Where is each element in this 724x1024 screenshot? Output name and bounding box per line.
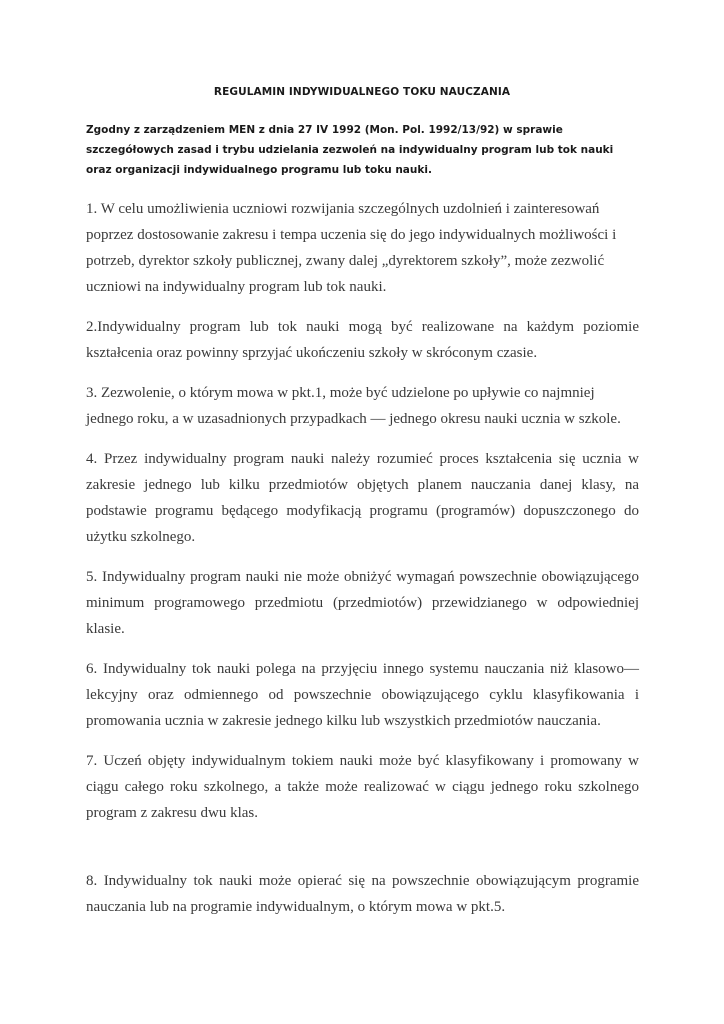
paragraph-5: 5. Indywidualny program nauki nie może obniżyć wymagań powszechnie obowiązującego minimum programowego przedmiotu (przedmiotów) przewidzianego w odpowiedniej klasie. — [86, 569, 639, 637]
paragraph-3: 3. Zezwolenie, o którym mowa w pkt.1, może być udzielone po upływie co najmniej jednego roku, a w uzasadnionych przypadkach — jednego okresu nauki ucznia w szkole. — [86, 385, 621, 427]
paragraph-4: 4. Przez indywidualny program nauki należy rozumieć proces kształcenia się ucznia w zakresie jednego lub kilku przedmiotów objętych planem nauczania danej klasy, na podstawie programu będącego modyfikacją programu (programów) dopuszczonego do użytku szkolnego. — [86, 451, 639, 545]
document-intro: Zgodny z zarządzeniem MEN z dnia 27 IV 1992 (Mon. Pol. 1992/13/92) w sprawie szczegółowych zasad i trybu udzielania zezwoleń na indywidualny program lub tok nauki oraz organizacji indywidualnego programu lub toku nauki. — [86, 124, 614, 176]
document-title: REGULAMIN INDYWIDUALNEGO TOKU NAUCZANIA — [213, 86, 511, 98]
paragraph-8: 8. Indywidualny tok nauki może opierać się na powszechnie obowiązującym programie nauczania lub na programie indywidualnym, o którym mowa w pkt.5. — [86, 873, 639, 915]
paragraph-1: 1. W celu umożliwienia uczniowi rozwijania szczególnych uzdolnień i zainteresowań poprzez dostosowanie zakresu i tempa uczenia się do jego indywidualnych możliwości i potrzeb, dyrektor szkoły publicznej, zwany dalej „dyrektorem szkoły”, może zezwolić uczniowi na indywidualny program lub tok nauki. — [86, 201, 617, 295]
paragraph-7: 7. Uczeń objęty indywidualnym tokiem nauki może być klasyfikowany i promowany w ciągu całego roku szkolnego, a także może realizować w ciągu jednego roku szkolnego program z zakresu dwu klas. — [86, 753, 639, 821]
paragraph-6: 6. Indywidualny tok nauki polega na przyjęciu innego systemu nauczania niż klasowo—lekcyjny oraz odmiennego od powszechnie obowiązującego cyklu klasyfikowania i promowania ucznia w zakresie jednego kilku lub wszystkich przedmiotów nauczania. — [86, 661, 639, 729]
paragraph-2: 2.Indywidualny program lub tok nauki mogą być realizowane na każdym poziomie kształcenia oraz powinny sprzyjać ukończeniu szkoły w skróconym czasie. — [86, 319, 639, 361]
